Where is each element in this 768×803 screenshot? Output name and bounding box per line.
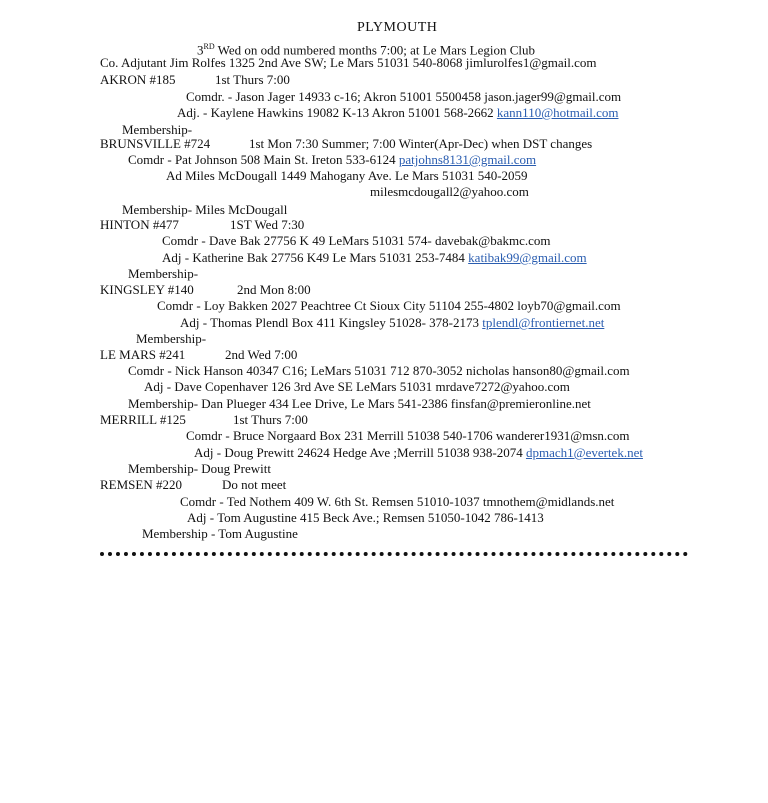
post-name-akron: AKRON #185: [100, 72, 176, 87]
lemars-membership: Membership- Dan Plueger 434 Lee Drive, Le Mars 541-2386 finsfan@premieronline.net: [128, 396, 591, 411]
post-name-hinton: HINTON #477: [100, 217, 179, 232]
lemars-adjutant: Adj - Dave Copenhaver 126 3rd Ave SE LeMars 51031 mrdave7272@yahoo.com: [144, 379, 570, 394]
post-meet-kingsley: 2nd Mon 8:00: [237, 282, 311, 297]
kingsley-adjutant: Adj - Thomas Plendl Box 411 Kingsley 51028- 378-2173 tplendl@frontiernet.net: [180, 315, 605, 330]
post-name-remsen: REMSEN #220: [100, 477, 182, 492]
post-meet-merrill: 1st Thurs 7:00: [233, 412, 308, 427]
remsen-adjutant: Adj - Tom Augustine 415 Beck Ave.; Remsen 51050-1042 786-1413: [187, 510, 544, 525]
hinton-adjutant-email[interactable]: katibak99@gmail.com: [468, 250, 587, 265]
akron-adjutant: Adj. - Kaylene Hawkins 19082 K-13 Akron 51001 568-2662 kann110@hotmail.com: [177, 105, 619, 120]
akron-commander: Comdr. - Jason Jager 14933 c-16; Akron 51001 5500458 jason.jager99@gmail.com: [186, 89, 622, 104]
kingsley-commander: Comdr - Loy Bakken 2027 Peachtree Ct Sioux City 51104 255-4802 loyb70@gmail.com: [157, 298, 621, 313]
post-name-brunsville: BRUNSVILLE #724: [100, 136, 211, 151]
county-title: PLYMOUTH: [357, 20, 438, 35]
post-name-merrill: MERRILL #125: [100, 412, 186, 427]
post-meet-hinton: 1ST Wed 7:30: [230, 217, 305, 232]
merrill-membership: Membership- Doug Prewitt: [128, 461, 271, 476]
post-meet-akron: 1st Thurs 7:00: [215, 72, 290, 87]
hinton-membership: Membership-: [128, 266, 199, 281]
post-name-kingsley: KINGSLEY #140: [100, 282, 194, 297]
post-meet-remsen: Do not meet: [222, 477, 287, 492]
merrill-commander: Comdr - Bruce Norgaard Box 231 Merrill 51038 540-1706 wanderer1931@msn.com: [186, 428, 630, 443]
post-name-lemars: LE MARS #241: [100, 347, 186, 362]
hinton-commander: Comdr - Dave Bak 27756 K 49 LeMars 51031 574- davebak@bakmc.com: [162, 233, 551, 248]
county-adjutant: Co. Adjutant Jim Rolfes 1325 2nd Ave SW; Le Mars 51031 540-8068 jimlurolfes1@gmail.com: [100, 55, 597, 70]
dotted-separator: [100, 552, 688, 556]
kingsley-membership: Membership-: [136, 331, 207, 346]
brunsville-commander-email[interactable]: patjohns8131@gmail.com: [398, 152, 537, 167]
kingsley-adjutant-email[interactable]: tplendl@frontiernet.net: [482, 315, 605, 330]
post-meet-brunsville: 1st Mon 7:30 Summer; 7:00 Winter(Apr-Dec) when DST changes: [249, 136, 593, 151]
akron-adjutant-email[interactable]: kann110@hotmail.com: [496, 105, 619, 120]
merrill-adjutant-email[interactable]: dpmach1@evertek.net: [525, 445, 643, 460]
brunsville-adjutant: Ad Miles McDougall 1449 Mahogany Ave. Le Mars 51031 540-2059: [166, 168, 528, 183]
brunsville-commander: Comdr - Pat Johnson 508 Main St. Ireton 533-6124 patjohns8131@gmail.com: [128, 152, 537, 167]
meeting-info: 3RD Wed on odd numbered months 7:00; at Le Mars Legion Club: [197, 42, 536, 58]
remsen-membership: Membership - Tom Augustine: [142, 526, 298, 541]
post-meet-lemars: 2nd Wed 7:00: [225, 347, 298, 362]
merrill-adjutant: Adj - Doug Prewitt 24624 Hedge Ave ;Merrill 51038 938-2074 dpmach1@evertek.net: [194, 445, 643, 460]
remsen-commander: Comdr - Ted Nothem 409 W. 6th St. Remsen 51010-1037 tmnothem@midlands.net: [180, 494, 615, 509]
brunsville-membership: Membership- Miles McDougall: [122, 202, 288, 217]
lemars-commander: Comdr - Nick Hanson 40347 C16; LeMars 51031 712 870-3052 nicholas hanson80@gmail.com: [128, 363, 630, 378]
hinton-adjutant: Adj - Katherine Bak 27756 K49 Le Mars 51031 253-7484 katibak99@gmail.com: [162, 250, 587, 265]
akron-membership: Membership-: [122, 122, 193, 137]
brunsville-adjutant-email: milesmcdougall2@yahoo.com: [370, 184, 529, 199]
